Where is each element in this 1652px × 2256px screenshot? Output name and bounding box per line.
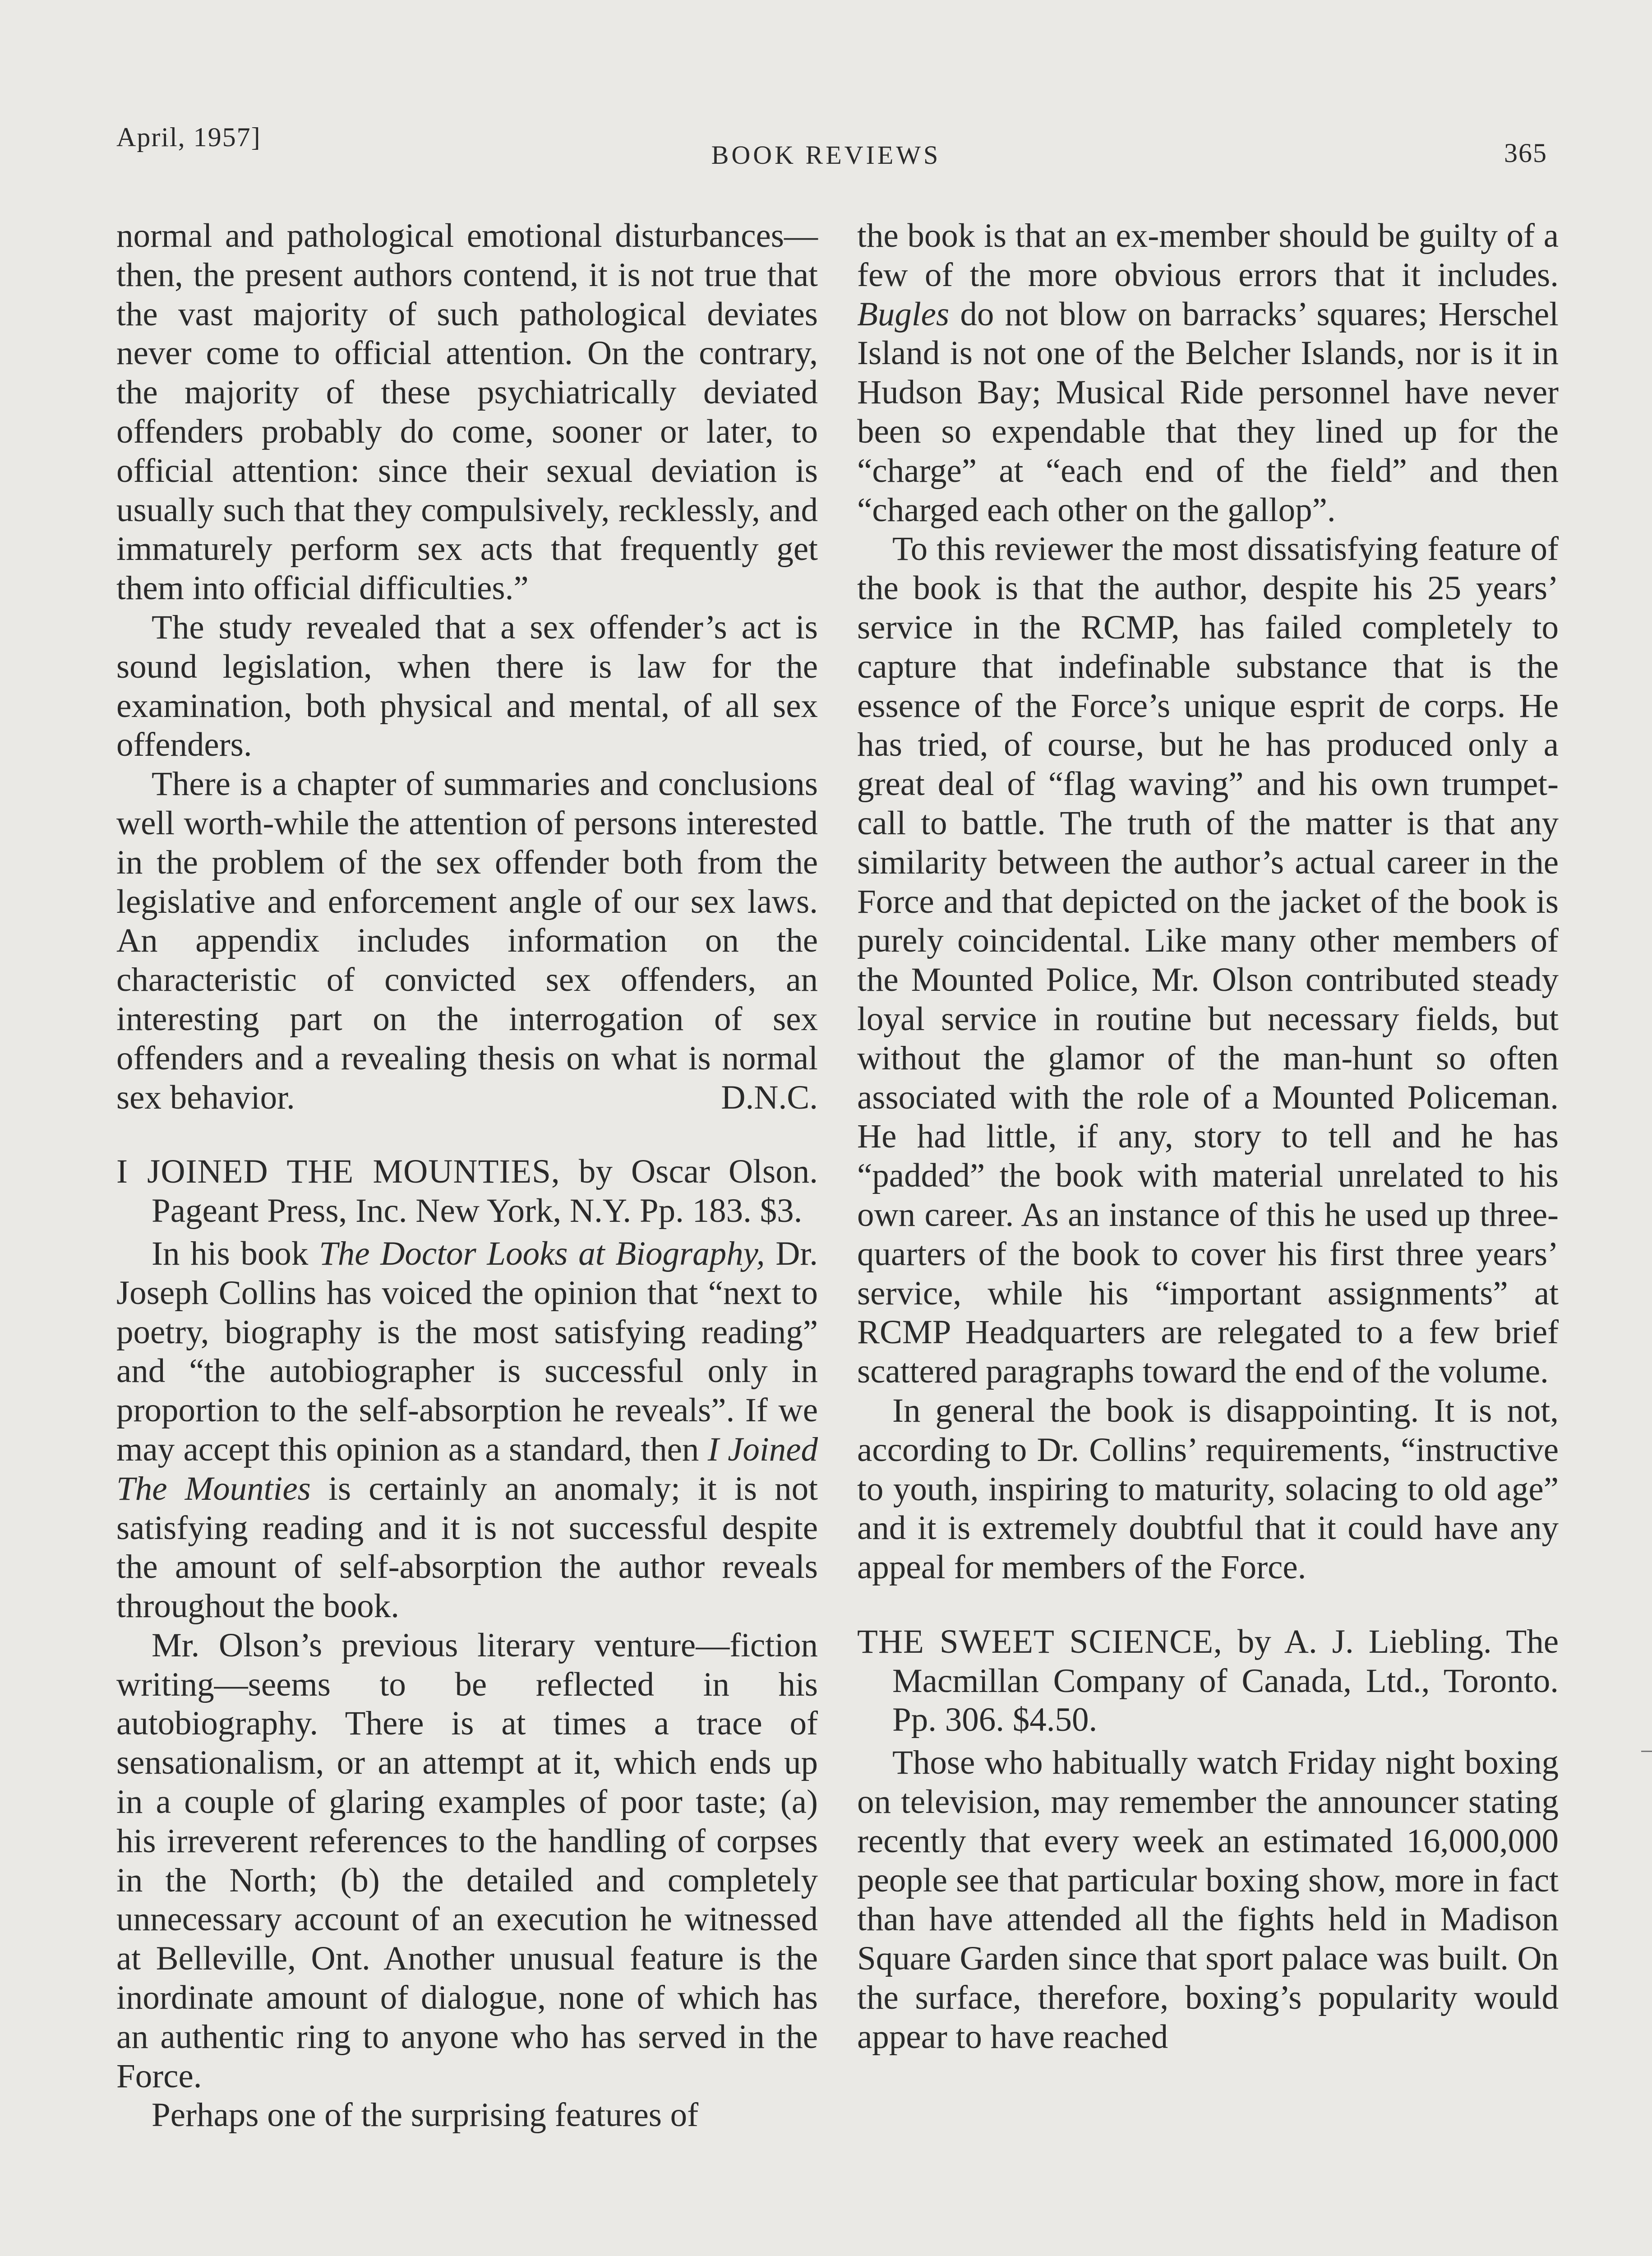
reviewer-signature: D.N.C. [721,1078,818,1116]
page-number: 365 [1504,138,1547,168]
running-header: BOOK REVIEWS [711,140,941,170]
paragraph: Mr. Olson’s previous literary venture—fiction writing—seems to be reflected in his autobiography. There is at times a trace of sensationalism, or an attempt at it, which ends up in a couple of glaring examples of poor taste; (a) his irreverent references to the handling of corpses in the North; (b) the detailed and completely unnecessary account of an execution he witnessed at Belleville, Ont. Another unusual feature is the inordinate amount of dialogue, none of which has an authentic ring to anyone who has served in the Force. [116,1626,818,2095]
margin-mark [1641,1751,1652,1760]
cited-book-title: I Joined The Mounties [116,1430,818,1507]
book-title: THE SWEET SCIENCE, [857,1623,1223,1660]
left-column [116,217,818,2135]
paragraph [116,765,818,1117]
book-byline: by A. J. Liebling. The Macmillan Company of Canada, Ltd., Toronto. Pp. 306. $4.50. [892,1623,1559,1739]
right-column [857,217,1559,2057]
book-byline: by Oscar Olson. Pageant Press, Inc. New York, N.Y. Pp. 183. $3. [152,1153,818,1230]
paragraph-text: do not blow on barracks’ squares; Herschel Island is not one of the Belcher Islands, nor is it in Hudson Bay; Musical Ride personnel have never been so expendable that they lined up for the “charge” at “each end of the field” and then “charged each other on the gallop”. [857,295,1559,529]
cited-book-title: The Doctor Looks at Biography, [319,1234,765,1272]
issue-date: April, 1957] [116,122,261,152]
paragraph: normal and pathological emotional disturbances—then, the present authors contend, it is not true that the vast majority of such pathological deviates never come to official attention. On the contrary, the majority of these psychiatrically deviated offenders probably do come, sooner or later, to official attention: since their sexual deviation is usually such that they compulsively, recklessly, and immaturely perform sex acts that frequently get them into official difficulties.” [116,217,818,607]
paragraph: In general the book is disappointing. It is not, according to Dr. Collins’ requirements, “instructive to youth, inspiring to maturity, solacing to old age” and it is extremely doubtful that it could have any appeal for members of the Force. [857,1392,1559,1586]
paragraph: Those who habitually watch Friday night boxing on television, may remember the announcer stating recently that every week an estimated 16,000,000 people see that particular boxing show, more in fact than have attended all the fights held in Madison Square Garden since that sport palace was built. On the surface, therefore, boxing’s popularity would appear to have reached [857,1744,1559,2056]
paragraph-text: There is a chapter of summaries and conclusions well worth-while the attention of persons interested in the problem of the sex offender both from the legislative and enforcement angle of our sex laws. An appendix includes information on the characteristic of convicted sex offenders, an interesting part on the interrogation of sex offenders and a revealing thesis on what is normal sex behavior. [116,765,818,1116]
review-heading [116,1152,818,1231]
paragraph-text: In his book [152,1234,319,1272]
paragraph: To this reviewer the most dissatisfying feature of the book is that the author, despite his 25 years’ service in the RCMP, has failed completely to capture that indefinable substance that is the essence of the Force’s unique esprit de corps. He has tried, of course, but he has produced only a great deal of “flag waving” and his own trumpet-call to battle. The truth of the matter is that any similarity between the author’s actual career in the Force and that depicted on the jacket of the book is purely coincidental. Like many other members of the Mounted Police, Mr. Olson contributed steady loyal service in routine but necessary fields, but without the glamor of the man-hunt so often associated with the role of a Mounted Policeman. He had little, if any, story to tell and he has “padded” the book with material unrelated to his own career. As an instance of this he used up three-quarters of the book to cover his first three years’ service, while his “important assignments” at RCMP Headquarters are relegated to a few brief scattered paragraphs toward the end of the volume. [857,530,1559,1391]
paragraph-text: the book is that an ex-member should be guilty of a few of the more obvious errors that it includes. [857,217,1559,294]
paragraph [857,217,1559,530]
paragraph-text: is certainly an anomaly; it is not satisfying reading and it is not successful despite the amount of self-absorption the author reveals throughout the book. [116,1470,818,1625]
paragraph: The study revealed that a sex offender’s act is sound legislation, when there is law for the examination, both physical and mental, of all sex offenders. [116,608,818,764]
review-heading [857,1623,1559,1740]
emphasis: Bugles [857,295,950,333]
paragraph [116,1234,818,1626]
paragraph: Perhaps one of the surprising features of [152,2096,699,2134]
paragraph-text: Dr. Joseph Collins has voiced the opinion that “next to poetry, biography is the most satisfying reading” and “the autobiographer is successful only in proportion to the self-absorption he reveals”. If we may accept this opinion as a standard, then [116,1234,818,1468]
book-title: I JOINED THE MOUNTIES, [116,1153,560,1191]
